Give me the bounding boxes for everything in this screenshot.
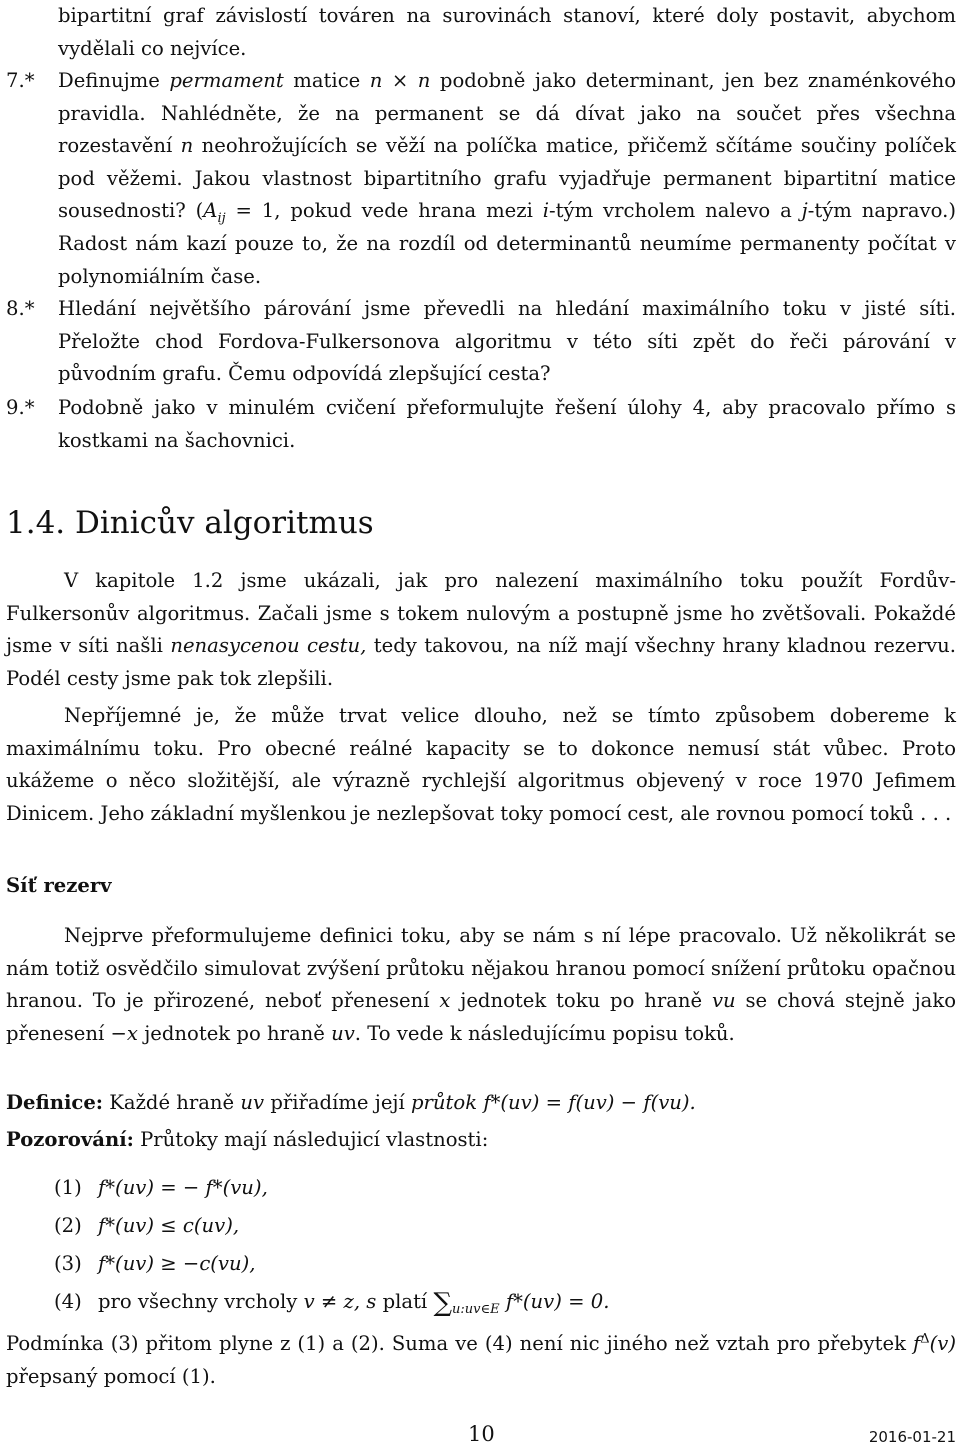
observation-label: Pozorování: bbox=[6, 1128, 134, 1151]
text-run: V kapitole 1.2 jsme ukázali, jak pro nalezení maximálního toku použít Fordův-Fulkersonův algoritmus. Začali jsme s tokem nulovým a postupně jsme ho zvětšovali. Pokaždé jsme v síti našli bbox=[6, 569, 956, 658]
paragraph-text: Podobně jako v minulém cvičení přeformulujte řešení úlohy 4, aby pracovalo přímo s kostkami na šachovnici. bbox=[58, 396, 956, 452]
exercise-9 bbox=[6, 392, 956, 457]
property-item bbox=[6, 1207, 956, 1245]
paragraph bbox=[6, 1328, 956, 1393]
math-inline: A bbox=[203, 199, 218, 223]
emphasis: nenasycenou cestu, bbox=[170, 634, 367, 658]
definition bbox=[6, 1087, 956, 1120]
exercise-8 bbox=[6, 293, 956, 391]
math-subscript: ij bbox=[217, 211, 226, 227]
text-run: podobně jako determinant, jen bez znaménkového pravidla. Nahlédněte, že na permanent se dá dívat jako na součet přes všechna rozestavění bbox=[58, 69, 957, 158]
text-run: platí bbox=[376, 1290, 434, 1313]
math-inline: n bbox=[180, 134, 194, 158]
subsection-title: Síť rezerv bbox=[6, 874, 112, 897]
math-inline: vu bbox=[711, 989, 736, 1013]
text-run: Průtoky mají následujicí vlastnosti: bbox=[133, 1128, 489, 1151]
paragraph bbox=[6, 920, 956, 1050]
text-run: matice bbox=[283, 69, 370, 92]
math-subscript: u:uv∈E bbox=[452, 1301, 500, 1317]
text-run: tedy takovou, na níž mají všechny hrany kladnou rezervu. Podél cesty jsme pak tok zlepšili. bbox=[6, 634, 957, 690]
emphasis: permament bbox=[169, 69, 284, 92]
properties-list bbox=[6, 1169, 956, 1322]
text-run: . To vede k následujícímu popisu toků. bbox=[354, 1021, 735, 1045]
math-inline: v ≠ z, s bbox=[303, 1290, 377, 1313]
text-run: jednotek toku po hraně bbox=[450, 989, 712, 1013]
text-run: jednotek po hraně bbox=[137, 1021, 332, 1045]
property-item bbox=[6, 1245, 956, 1283]
text-run: neohrožujících se věží na políčka matice, přičemž sčítáme součiny políček pod věžemi. Jakou vlastnost bipartitního grafu vyjadřuje permanent bipartitní matice sousednosti? ( bbox=[58, 134, 956, 223]
math-formula: f*(uv) = f(uv) − f(vu). bbox=[483, 1091, 696, 1114]
text-run: -tým napravo.) Radost nám kazí pouze to, že na rozdíl od determinantů neumíme permanenty počítat v polynomiálním čase. bbox=[58, 199, 956, 288]
math-inline: x bbox=[439, 989, 451, 1013]
property-number: (2) bbox=[54, 1214, 82, 1237]
paragraph-text: Hledání největšího párování jsme převedli na hledání maximálního toku v jisté síti. Přeložte chod Fordova-Fulkersonova algoritmu v této síti zpět do řeči párování v původním grafu. Čemu odpovídá zlepšující cesta? bbox=[58, 297, 956, 386]
text-run: se chová stejně jako přenesení − bbox=[6, 989, 957, 1045]
property-number: (3) bbox=[54, 1252, 82, 1275]
math-inline: i bbox=[542, 199, 550, 223]
property-item bbox=[6, 1283, 956, 1322]
math-formula: f*(uv) = − f*(vu), bbox=[98, 1176, 268, 1199]
math-inline: (v) bbox=[929, 1332, 956, 1355]
text-run: přiřadíme její bbox=[264, 1091, 411, 1114]
math-inline: x bbox=[126, 1021, 138, 1045]
definition-label: Definice: bbox=[6, 1091, 104, 1114]
sum-symbol: ∑ bbox=[433, 1288, 452, 1318]
paragraph bbox=[6, 565, 956, 695]
math-formula: f*(uv) ≥ −c(vu), bbox=[98, 1252, 256, 1275]
exercise-number: 7.* bbox=[6, 69, 35, 92]
text-run: Každé hraně bbox=[103, 1091, 241, 1114]
exercise-number: 8.* bbox=[6, 297, 35, 320]
math-formula: f*(uv) ≤ c(uv), bbox=[98, 1214, 240, 1237]
property-number: (1) bbox=[54, 1176, 82, 1199]
exercise-7 bbox=[6, 65, 956, 293]
property-item bbox=[6, 1169, 956, 1207]
text-run: = 1, pokud vede hrana mezi bbox=[225, 199, 543, 223]
text-run: -tým vrcholem nalevo a bbox=[549, 199, 802, 223]
text-run: Definujme bbox=[58, 69, 170, 92]
math-inline: uv bbox=[331, 1021, 355, 1045]
page-footer bbox=[0, 1422, 960, 1450]
paragraph: Nepříjemné je, že může trvat velice dlouho, než se tímto způsobem dobereme k maximálnímu toku. Pro obecné reálné kapacity se to dokonce nemusí stát vůbec. Proto ukážeme o něco složitější, ale výrazně rychlejší algoritmus objevený v roce 1970 Jefimem Dinicem. Jeho základní myšlenkou je nezlepšovat toky pomocí cest, ale rovnou pomocí toků . . . bbox=[6, 704, 956, 825]
math-formula: f*(uv) = 0. bbox=[499, 1290, 610, 1313]
property-number: (4) bbox=[54, 1290, 82, 1313]
section-title: 1.4. Dinicův algoritmus bbox=[6, 505, 374, 541]
text-run: Podmínka (3) přitom plyne z (1) a (2). Suma ve (4) není nic jiného než vztah pro přebytek bbox=[6, 1332, 913, 1355]
page-number: 10 bbox=[468, 1422, 495, 1446]
emphasis: průtok bbox=[411, 1091, 478, 1114]
text-run: přepsaný pomocí (1). bbox=[6, 1364, 216, 1388]
math-superscript: Δ bbox=[920, 1331, 930, 1347]
paragraph-text: bipartitní graf závislostí továren na surovinách stanoví, které doly postavit, abychom vydělali co nejvíce. bbox=[58, 4, 956, 60]
text-run: pro všechny vrcholy bbox=[98, 1290, 304, 1313]
exercise-6-continuation bbox=[6, 0, 956, 65]
math-inline: f bbox=[912, 1332, 921, 1355]
text-run: Nejprve přeformulujeme definici toku, aby se nám s ní lépe pracovalo. Už několikrát se nám totiž osvědčilo simulovat zvýšení průtoku nějakou hranou pomocí snížení průtoku opačnou hranou. To je přirozené, neboť přenesení bbox=[6, 924, 956, 1013]
math-inline: n × n bbox=[369, 69, 431, 92]
math-inline: j bbox=[801, 199, 808, 223]
footer-date: 2016-01-21 bbox=[868, 1428, 956, 1446]
math-inline: uv bbox=[240, 1091, 265, 1114]
observation bbox=[6, 1124, 956, 1157]
exercise-number: 9.* bbox=[6, 396, 35, 419]
